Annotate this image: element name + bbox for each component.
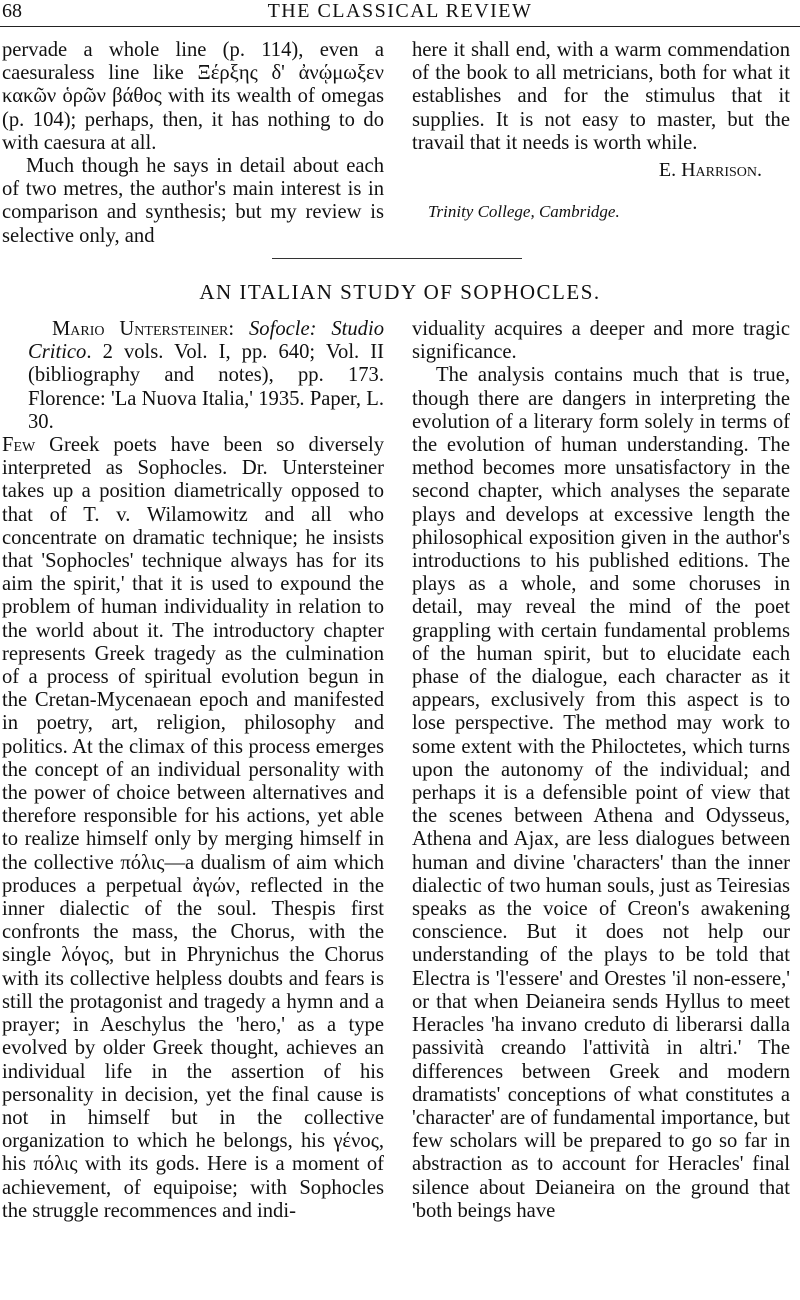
previous-review-paragraph: Much though he says in detail about each of two metres, the author's main interest is in comparison and synthesis; but my review is selective only, and bbox=[2, 155, 384, 247]
previous-review-left-column bbox=[2, 39, 384, 248]
previous-review-conclusion: here it shall end, with a warm commendation of the book to all metricians, both for what it establishes and for the stimulus that it supplies. It is not easy to master, but the travail that it needs is worth while. bbox=[412, 39, 790, 154]
section-divider bbox=[272, 258, 522, 259]
previous-review-right-column bbox=[412, 39, 790, 223]
reviewer-affiliation: Trinity College, Cambridge. bbox=[428, 202, 620, 222]
review-paragraph: Few Greek poets have been so diversely interpreted as Sophocles. Dr. Untersteiner takes up a position diametrically opposed to that of T. v. Wilamowitz and all who concentrate on dramatic technique; he insists that 'Sophocles' technique always has for its aim the spirit,' that it is used to expound the problem of human individuality in relation to the world about it. The introductory chapter represents Greek tragedy as the culmination of a process of spiritual evolution begun in the Cretan-Mycenaean epoch and manifested in poetry, art, religion, philosophy and politics. At the climax of this process emerges the concept of an individual personality with the power of choice between alternatives and therefore responsible for his actions, yet able to realize himself only by merging himself in the collective πόλις—a dualism of aim which produces a perpetual ἀγών, reflected in the inner dialectic of the soul. Thespis first confronts the mass, the Chorus, with the single λόγος, but in Phrynichus the Chorus with its collective helpless doubts and fears is still the protagonist and tragedy a hymn and a prayer; in Aeschylus the 'hero,' as a type evolved by older Greek thought, achieves an individual life in the assertion of his personality in decision, yet the final cause is not in himself but in the collective organization to which he belongs, his γένος, his πόλις with its gods. Here is a moment of achievement, of equipoise; with Sophocles the struggle recommences and indi- bbox=[2, 434, 384, 1222]
review-right-column bbox=[412, 318, 790, 1223]
book-details: . 2 vols. Vol. I, pp. 640; Vol. II (bibliography and notes), pp. 173. Florence: 'La Nuova Italia,' 1935. Paper, L. 30. bbox=[28, 341, 384, 433]
running-title: THE CLASSICAL REVIEW bbox=[267, 0, 533, 22]
book-author: Mario Untersteiner bbox=[52, 318, 229, 340]
review-left-column bbox=[2, 318, 384, 1223]
previous-review-paragraph: pervade a whole line (p. 114), even a caesuraless line like Ξέρξης δ' ἀνῴμωξεν κακῶν ὁρῶν βάθος with its wealth of omegas (p. 104); perhaps, then, it has nothing to do with caesura at all. bbox=[2, 39, 384, 154]
review-paragraph: viduality acquires a deeper and more tragic significance. bbox=[412, 318, 790, 364]
opening-word: Few bbox=[2, 434, 36, 457]
book-title: Sofocle: Studio Critico bbox=[28, 318, 384, 364]
bibliographic-entry: Mario Untersteiner: Sofocle: Studio Critico. 2 vols. Vol. I, pp. 640; Vol. II (bibliography and notes), pp. 173. Florence: 'La Nuova Italia,' 1935. Paper, L. 30. bbox=[28, 318, 384, 433]
review-paragraph: The analysis contains much that is true, though there are dangers in interpreting the evolution of a literary form solely in terms of the evolution of human understanding. The method becomes more unsatisfactory in the second chapter, which analyses the separate plays and develops at excessive length the philosophical exposition given in the author's introductions to his published editions. The plays as a whole, and some choruses in detail, may reveal the mind of the poet grappling with certain fundamental problems of the human spirit, but to elucidate each phase of the dialogue, each character as it appears, exclusively from this aspect is to lose perspective. The method may work to some extent with the Philoctetes, which turns upon the autonomy of the individual; and perhaps it is a defensible point of view that the scenes between Athena and Odysseus, Athena and Ajax, are less dialogues between human and divine 'characters' than the inner dialectic of two human souls, just as Teiresias speaks as the voice of Creon's awakening conscience. But it does not help our understanding of the plays to be told that Electra is 'l'essere' and Orestes 'il non-essere,' or that when Deianeira sends Hyllus to meet Heracles 'ha invano creduto di liberarsi dalla passività creando l'attività in altri.' The differences between Greek and modern dramatists' conceptions of what constitutes a 'character' are of fundamental importance, but few scholars will be prepared to go so far in abstraction as to account for Heracles' final silence about Deianeira on the ground that 'both beings have bbox=[412, 364, 790, 1222]
page-number: 68 bbox=[2, 0, 22, 22]
page-header bbox=[0, 0, 800, 27]
section-title: AN ITALIAN STUDY OF SOPHOCLES. bbox=[199, 280, 601, 304]
reviewer-signature: E. Harrison. bbox=[658, 159, 762, 182]
